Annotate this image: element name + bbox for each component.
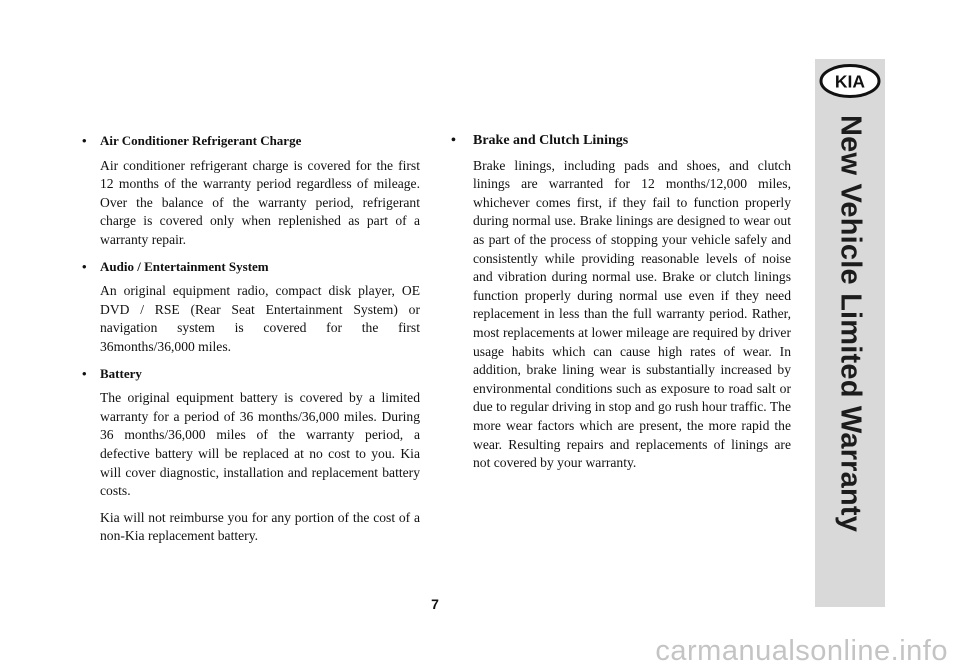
- item-paragraph: Kia will not reimburse you for any portion of the cost of a non-Kia replacement battery.: [100, 509, 420, 544]
- warranty-item-battery: [82, 365, 420, 546]
- item-paragraph: The original equipment battery is covered by a limited warranty for a period of 36 months/36,000 miles. During 36 months/36,000 miles of the warranty period, a defective battery will be replaced at no cost to you. Kia will cover diagnostic, installation and replacement battery costs.: [100, 390, 420, 499]
- item-paragraph: Brake linings, including pads and shoes, and clutch linings are warranted for 12 months/12,000 miles, whichever comes first, if they fail to function properly during normal use. Brake linings are designed to wear out as part of the process of stopping your vehicle safely and consistently while providing reasonable levels of noise and vibration during normal use. Brake or clutch linings function properly during normal use even if they need replacement in less than the full warranty period. Rather, most replacements at lower mileage are required by driver usage habits which can cause high rates of wear. In addition, brake lining wear is substantially increased by environmental conditions such as exposure to road salt or due to regular driving in stop and go rush hour traffic. The more wear factors which are present, the more rapid the wear. Resulting repairs and replacements of linings are not covered by your warranty.: [473, 157, 791, 471]
- warranty-item-air-conditioner: [82, 132, 420, 250]
- warranty-item-audio: [82, 258, 420, 357]
- logo-text: KIA: [834, 71, 866, 92]
- item-paragraph: An original equipment radio, compact disk player, OE DVD / RSE (Rear Seat Entertainment System) or navigation system is covered for the first 36months/36,000 miles.: [100, 283, 420, 354]
- bullet: •: [82, 258, 87, 274]
- item-heading: Battery: [100, 365, 142, 381]
- section-sidebar: [815, 59, 885, 607]
- item-heading: Brake and Clutch Linings: [473, 133, 629, 148]
- item-paragraph: Air conditioner refrigerant charge is covered for the first 12 months of the warranty period regardless of mileage. Over the balance of the warranty period, refrigerant charge is covered only when replenished as part of a warranty repair.: [100, 157, 420, 247]
- left-column: [82, 132, 420, 554]
- kia-logo-icon: [819, 63, 881, 99]
- watermark: carmanualsonline.info: [655, 635, 948, 667]
- page-number: 7: [431, 596, 439, 612]
- bullet: •: [451, 133, 456, 148]
- bullet: •: [82, 133, 87, 148]
- section-title: New Vehicle Limited Warranty: [834, 115, 867, 533]
- right-column: [451, 132, 791, 481]
- item-heading: Audio / Entertainment System: [100, 258, 269, 274]
- item-heading: Air Conditioner Refrigerant Charge: [100, 133, 302, 148]
- bullet: •: [82, 365, 87, 381]
- warranty-item-brake-clutch: [451, 132, 791, 473]
